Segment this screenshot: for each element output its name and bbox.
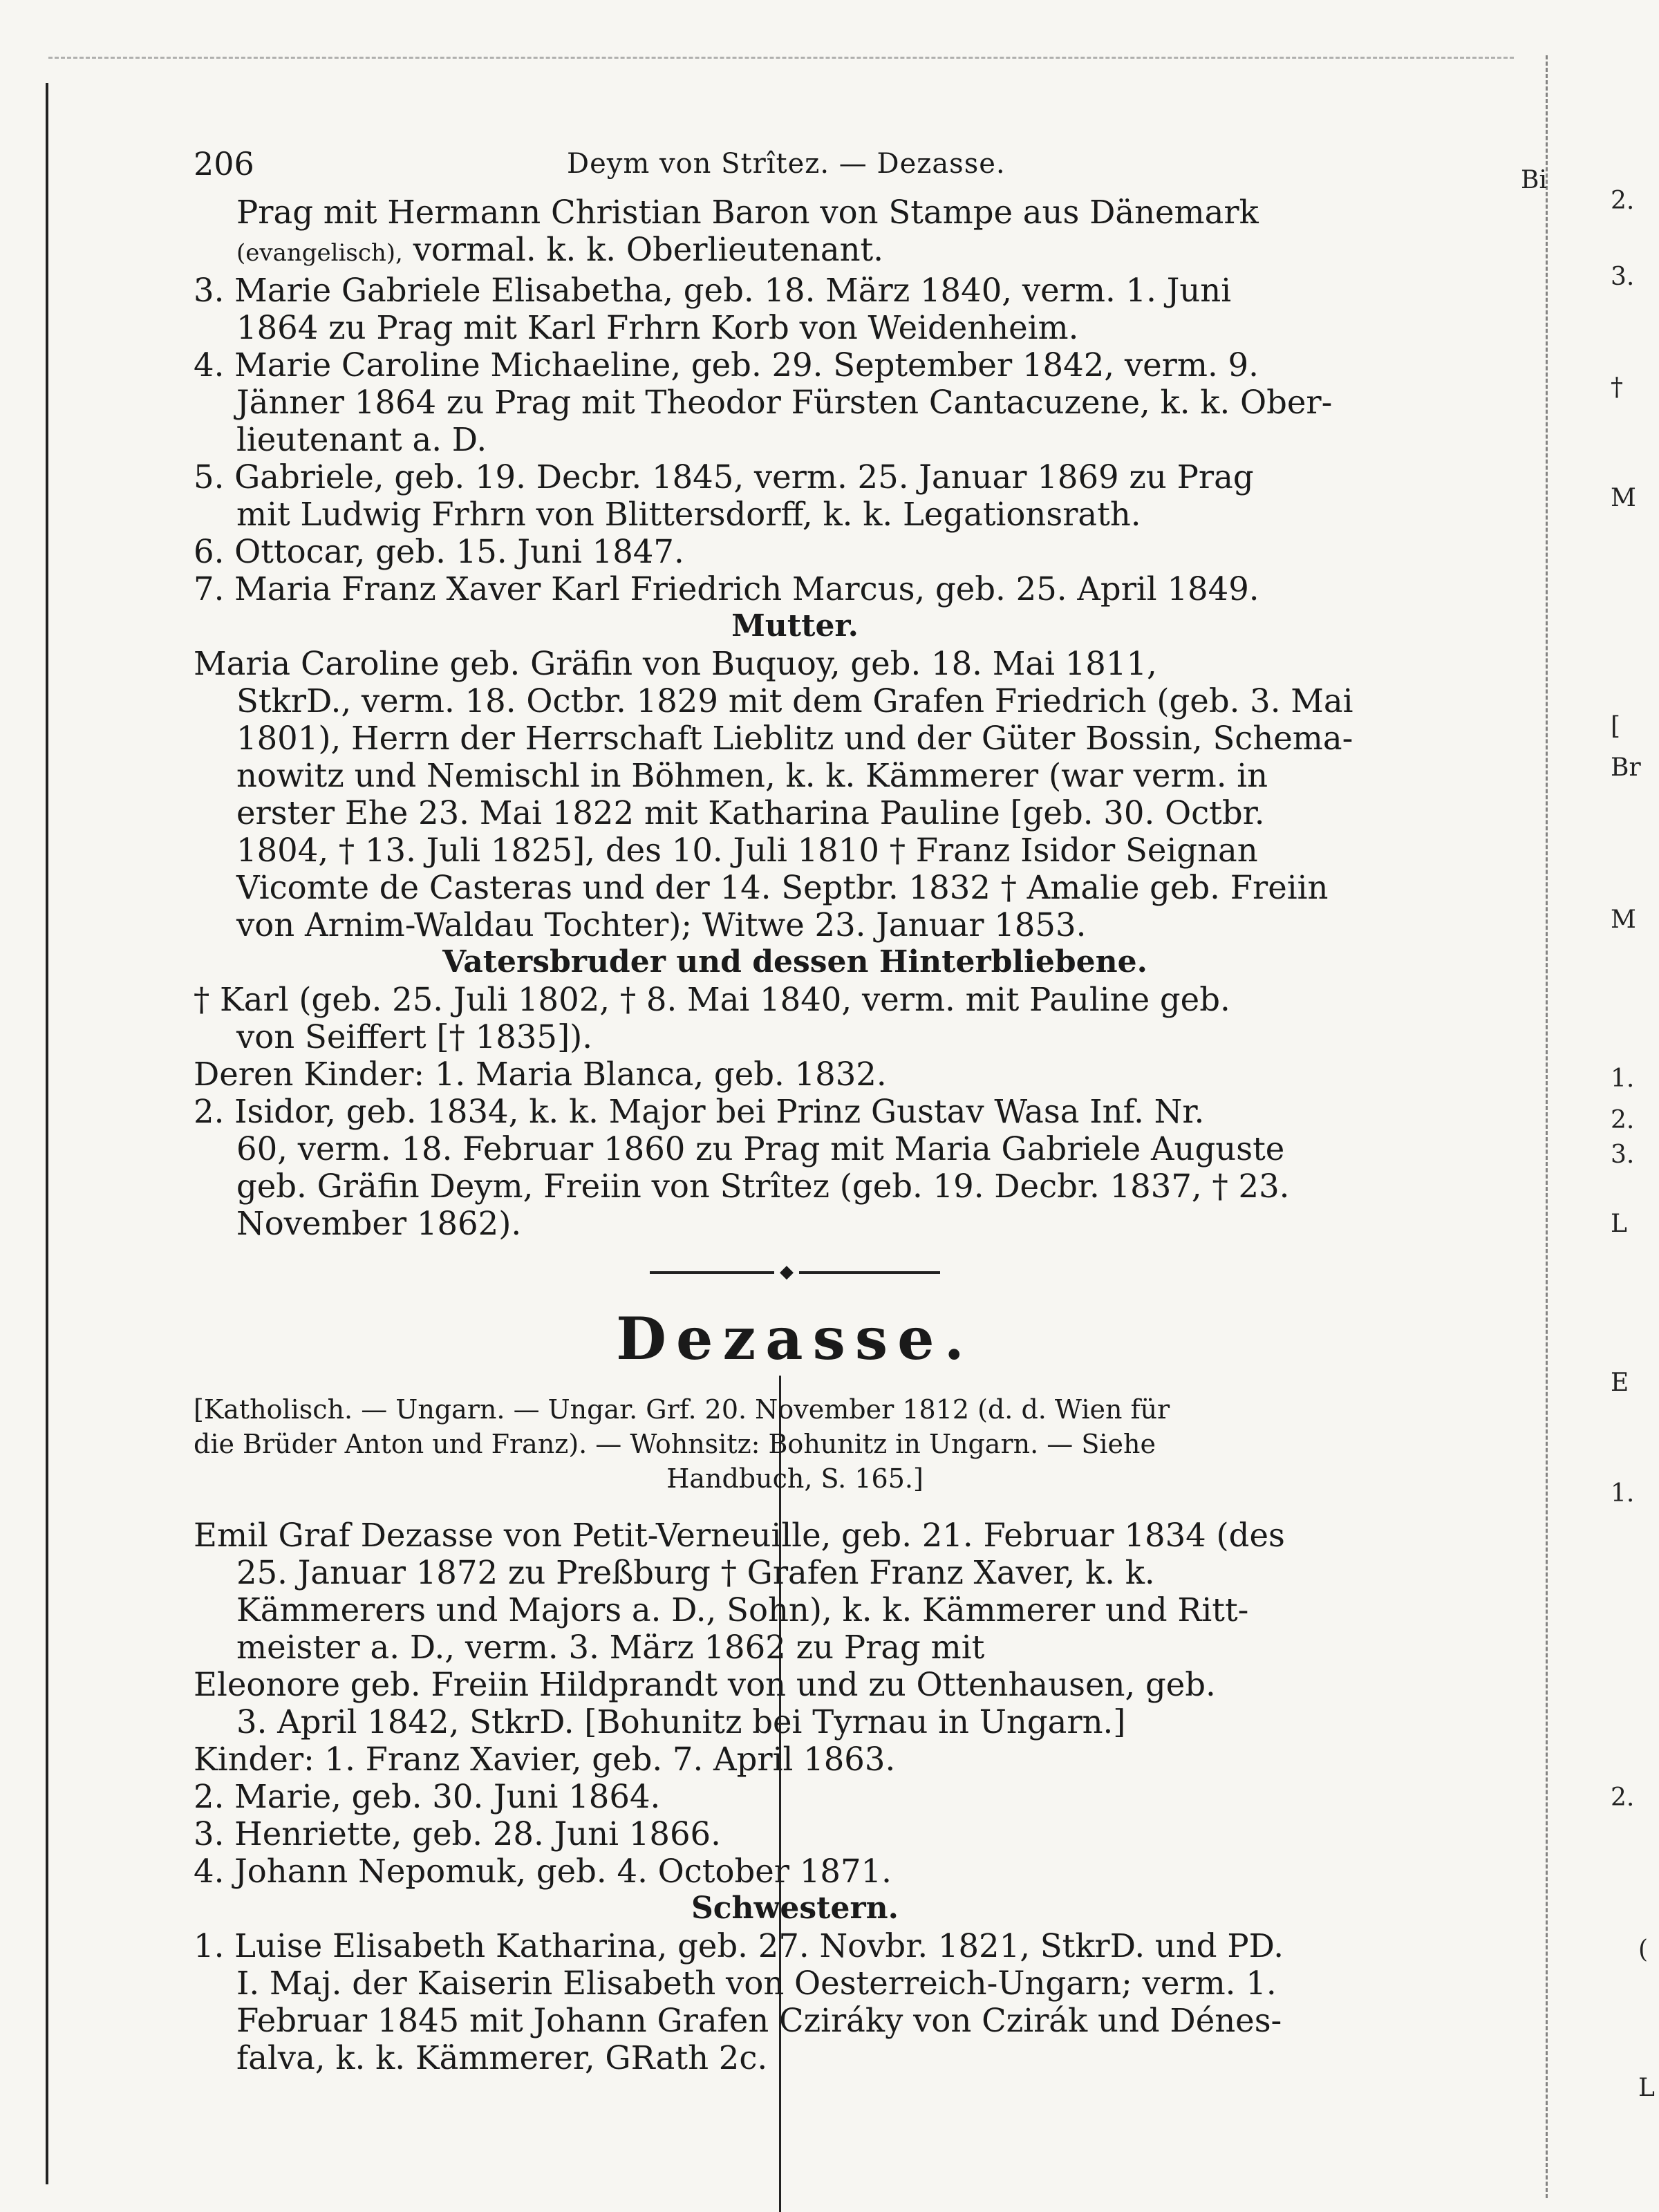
text-line: Vicomte de Casteras und der 14. Septbr. 1832 † Amalie geb. Freiin — [236, 869, 1329, 906]
text-line: 4. Johann Nepomuk, geb. 4. October 1871. — [194, 1853, 892, 1890]
text-line: mit Ludwig Frhrn von Blittersdorff, k. k. Legationsrath. — [236, 496, 1141, 533]
text-line: 3. April 1842, StkrD. [Bohunitz bei Tyrnau in Ungarn.] — [236, 1703, 1126, 1741]
page-left-edge — [46, 83, 48, 2184]
text-line: von Seiffert [† 1835]). — [236, 1018, 593, 1056]
margin-fragment: 2. — [1611, 1783, 1635, 1812]
text-line: 6. Ottocar, geb. 15. Juni 1847. — [194, 533, 684, 570]
text-line: † Karl (geb. 25. Juli 1802, † 8. Mai 1840, verm. mit Pauline geb. — [194, 981, 1230, 1018]
page-body — [194, 138, 1396, 2077]
text-line: StkrD., verm. 18. Octbr. 1829 mit dem Grafen Friedrich (geb. 3. Mai — [236, 682, 1353, 720]
margin-fragment: E — [1611, 1369, 1629, 1397]
text-line: von Arnim-Waldau Tochter); Witwe 23. Januar 1853. — [236, 906, 1087, 944]
text-line: 3. Marie Gabriele Elisabetha, geb. 18. März 1840, verm. 1. Juni — [194, 272, 1232, 309]
text-line: November 1862). — [236, 1205, 522, 1242]
margin-fragment: 2. — [1611, 1106, 1635, 1134]
text-line: meister a. D., verm. 3. März 1862 zu Prag mit — [236, 1629, 985, 1666]
subheading-schwestern: Schwestern. — [691, 1891, 899, 1926]
margin-fragment: [ — [1611, 712, 1621, 740]
note-line: Handbuch, S. 165.] — [666, 1463, 924, 1494]
text-line: 4. Marie Caroline Michaeline, geb. 29. September 1842, verm. 9. — [194, 346, 1259, 384]
running-head — [194, 138, 1396, 194]
margin-fragment: M — [1611, 906, 1636, 934]
page-number: 206 — [194, 145, 254, 182]
section-divider — [650, 1262, 940, 1282]
text-fragment: vormal. k. k. Oberlieutenant. — [402, 231, 883, 268]
margin-fragment: 2. — [1611, 187, 1635, 215]
text-line: Maria Caroline geb. Gräfin von Buquoy, geb. 18. Mai 1811, — [194, 645, 1157, 682]
text-line: geb. Gräfin Deym, Freiin von Strîtez (geb. 19. Decbr. 1837, † 23. — [236, 1168, 1290, 1205]
note-line: [Katholisch. — Ungarn. — Ungar. Grf. 20. November 1812 (d. d. Wien für — [194, 1394, 1170, 1425]
text-line: Emil Graf Dezasse von Petit-Verneuille, geb. 21. Februar 1834 (des — [194, 1517, 1285, 1554]
text-fragment: (evangelisch), — [236, 239, 403, 267]
margin-fragment: 3. — [1611, 263, 1635, 291]
text-line: 1804, † 13. Juli 1825], des 10. Juli 1810 † Franz Isidor Seignan — [236, 832, 1258, 869]
text-line: 1. Luise Elisabeth Katharina, geb. 27. Novbr. 1821, StkrD. und PD. — [194, 1927, 1284, 1965]
text-line: Eleonore geb. Freiin Hildprandt von und zu Ottenhausen, geb. — [194, 1666, 1216, 1703]
text-line: 25. Januar 1872 zu Preßburg † Grafen Franz Xaver, k. k. — [236, 1554, 1155, 1591]
text-line: nowitz und Nemischl in Böhmen, k. k. Kämmerer (war verm. in — [236, 757, 1268, 794]
subheading-mutter: Mutter. — [731, 608, 859, 644]
text-line: 1801), Herrn der Herrschaft Lieblitz und der Güter Bossin, Schema- — [236, 720, 1353, 757]
deym-section — [194, 194, 1396, 1242]
text-line — [194, 231, 1396, 272]
dezasse-section — [194, 1304, 1396, 2077]
margin-fragment: L — [1611, 1210, 1627, 1238]
text-line: 2. Marie, geb. 30. Juni 1864. — [194, 1778, 661, 1815]
margin-fragment: M — [1611, 484, 1636, 512]
adjacent-page-fragments — [1507, 0, 1659, 2212]
text-line: Februar 1845 mit Johann Grafen Cziráky von Czirák und Dénes- — [236, 2002, 1282, 2039]
margin-fragment: ( — [1638, 1936, 1649, 1964]
text-line: I. Maj. der Kaiserin Elisabeth von Oesterreich-Ungarn; verm. 1. — [236, 1965, 1277, 2002]
text-line: Jänner 1864 zu Prag mit Theodor Fürsten Cantacuzene, k. k. Ober- — [236, 384, 1333, 421]
note-line: die Brüder Anton und Franz). — Wohnsitz: Bohunitz in Ungarn. — Siehe — [194, 1429, 1156, 1459]
text-line: 7. Maria Franz Xaver Karl Friedrich Marcus, geb. 25. April 1849. — [194, 570, 1259, 608]
margin-fragment: † — [1611, 373, 1623, 402]
family-title: Dezasse. — [616, 1304, 974, 1373]
family-note — [194, 1392, 1396, 1496]
text-line: falva, k. k. Kämmerer, GRath 2c. — [236, 2039, 768, 2077]
margin-fragment: 1. — [1611, 1065, 1635, 1093]
running-title: Deym von Strîtez. — Dezasse. — [567, 148, 1006, 180]
text-line: Kämmerers und Majors a. D., Sohn), k. k. Kämmerer und Ritt- — [236, 1591, 1249, 1629]
margin-fragment: L — [1638, 2074, 1655, 2102]
margin-fragment: Bi — [1521, 166, 1547, 194]
scan-edge-dash — [48, 57, 1514, 59]
divider-ornament-icon: ◆ — [774, 1262, 799, 1282]
margin-fragment: Br — [1611, 753, 1641, 782]
subheading-vatersbruder: Vatersbruder und dessen Hinterbliebene. — [442, 944, 1147, 980]
text-line: 60, verm. 18. Februar 1860 zu Prag mit Maria Gabriele Auguste — [236, 1130, 1285, 1168]
text-line: 3. Henriette, geb. 28. Juni 1866. — [194, 1815, 721, 1853]
text-line: 1864 zu Prag mit Karl Frhrn Korb von Weidenheim. — [236, 309, 1079, 346]
text-line: lieutenant a. D. — [236, 421, 487, 458]
text-line: Kinder: 1. Franz Xavier, geb. 7. April 1863. — [194, 1741, 896, 1778]
text-line: 5. Gabriele, geb. 19. Decbr. 1845, verm. 25. Januar 1869 zu Prag — [194, 458, 1254, 496]
margin-fragment: 1. — [1611, 1479, 1635, 1508]
text-line: 2. Isidor, geb. 1834, k. k. Major bei Prinz Gustav Wasa Inf. Nr. — [194, 1093, 1205, 1130]
text-line: Deren Kinder: 1. Maria Blanca, geb. 1832. — [194, 1056, 887, 1093]
margin-fragment: 3. — [1611, 1141, 1635, 1169]
text-line: Prag mit Hermann Christian Baron von Stampe aus Dänemark — [236, 194, 1259, 231]
text-line: erster Ehe 23. Mai 1822 mit Katharina Pauline [geb. 30. Octbr. — [236, 794, 1265, 832]
